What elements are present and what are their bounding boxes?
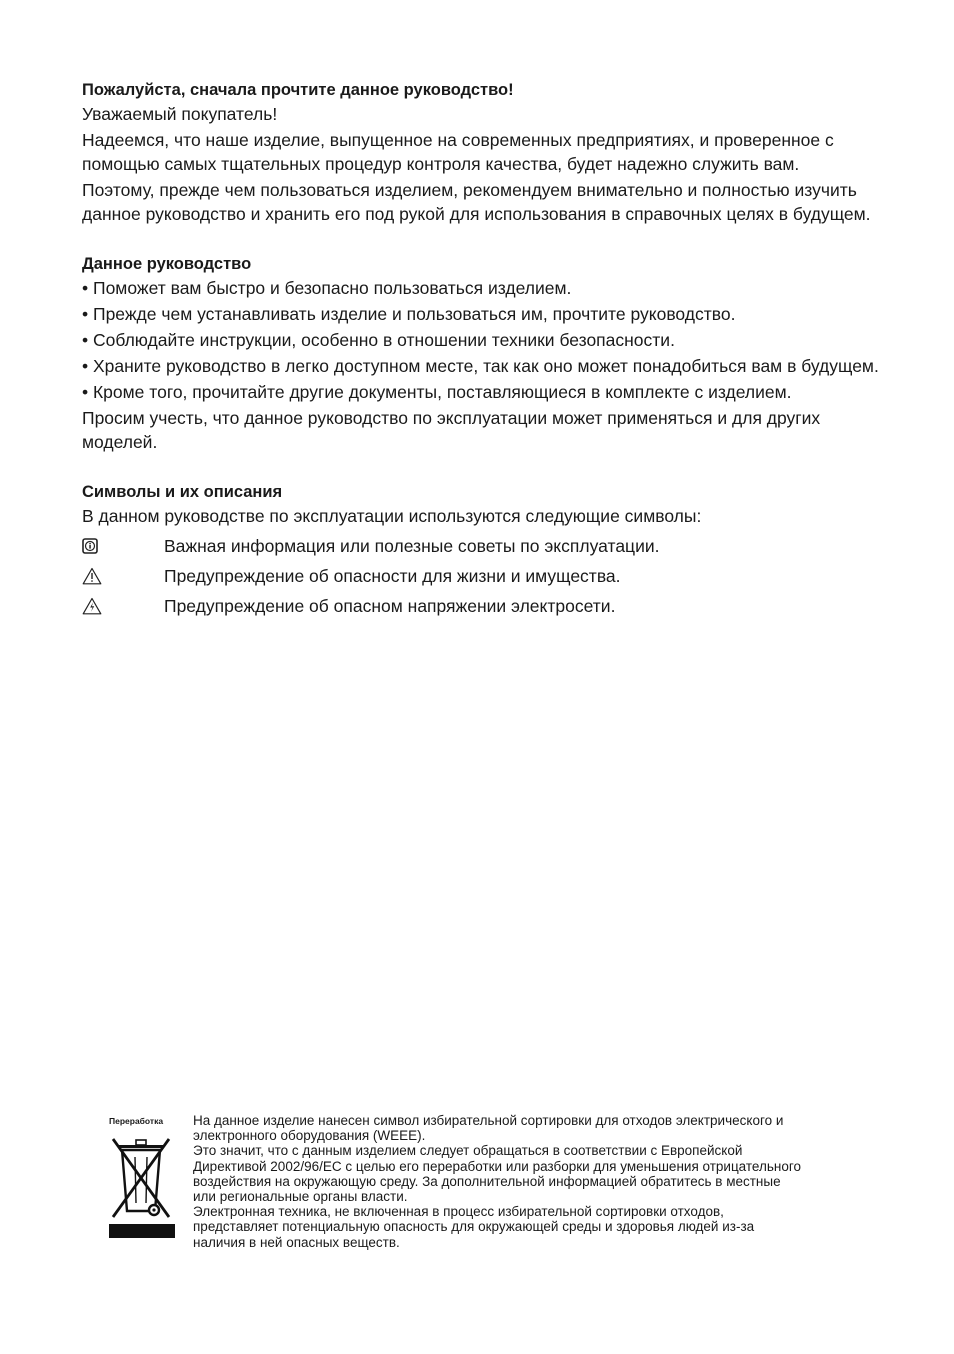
manual-bullet: • Кроме того, прочитайте другие документы, поставляющиеся в комплекте с изделием.	[82, 382, 792, 402]
weee-text	[193, 1113, 883, 1250]
manual-page	[82, 78, 882, 624]
weee-bar	[109, 1224, 175, 1238]
weee-line: Электронная техника, не включенная в процесс избирательной сортировки отходов,	[193, 1204, 724, 1220]
weee-line: электронного оборудования (WEEE).	[193, 1128, 426, 1144]
symbol-row-info	[82, 534, 882, 564]
weee-line: воздействия на окружающую среду. За дополнительной информацией обратитесь в местные	[193, 1173, 781, 1189]
symbol-description: Предупреждение об опасном напряжении электросети.	[164, 596, 616, 616]
manual-bullet: • Поможет вам быстро и безопасно пользоваться изделием.	[82, 278, 572, 298]
intro-paragraph-1: Надеемся, что наше изделие, выпущенное на современных предприятиях, и проверенное с помощью самых тщательных процедур контроля качества, будет надежно служить вам.	[82, 130, 834, 174]
symbol-description: Важная информация или полезные советы по эксплуатации.	[164, 536, 660, 556]
weee-line: Директивой 2002/96/ЕС с целью его переработки или разборки для уменьшения отрицательного	[193, 1158, 801, 1174]
greeting: Уважаемый покупатель!	[82, 104, 278, 124]
manual-bullet: • Соблюдайте инструкции, особенно в отношении техники безопасности.	[82, 330, 675, 350]
electric-warning-icon	[82, 594, 164, 618]
manual-bullet: • Прежде чем устанавливать изделие и пользоваться им, прочтите руководство.	[82, 304, 736, 324]
symbol-row-electric-warning	[82, 594, 882, 624]
info-icon	[82, 534, 164, 558]
manual-title: Данное руководство	[82, 255, 252, 273]
weee-logo	[109, 1115, 177, 1238]
weee-logo-label: Переработка	[109, 1116, 164, 1126]
weee-line: представляет потенциальную опасность для окружающей среды и здоровья людей из-за	[193, 1219, 755, 1235]
warning-icon	[82, 564, 164, 588]
weee-line: наличия в ней опасных веществ.	[193, 1234, 400, 1250]
manual-bullet: • Храните руководство в легко доступном месте, так как оно может понадобиться вам в будущем.	[82, 356, 879, 376]
symbol-description: Предупреждение об опасности для жизни и имущества.	[164, 566, 621, 586]
weee-line: На данное изделие нанесен символ избирательной сортировки для отходов электрического и	[193, 1113, 784, 1128]
symbols-intro: В данном руководстве по эксплуатации используются следующие символы:	[82, 506, 702, 526]
crossed-bin-icon	[109, 1131, 175, 1219]
symbol-row-warning	[82, 564, 882, 594]
weee-line: или региональные органы власти.	[193, 1189, 408, 1205]
weee-line: Это значит, что с данным изделием следует обращаться в соответствии с Европейской	[193, 1143, 743, 1159]
manual-note: Просим учесть, что данное руководство по эксплуатации может применяться и для других моделей.	[82, 408, 821, 452]
intro-title: Пожалуйста, сначала прочтите данное руководство!	[82, 81, 514, 99]
intro-paragraph-2: Поэтому, прежде чем пользоваться изделием, рекомендуем внимательно и полностью изучить данное руководство и хранить его под рукой для использования в справочных целях в будущем.	[82, 180, 871, 224]
symbols-title: Символы и их описания	[82, 483, 283, 501]
